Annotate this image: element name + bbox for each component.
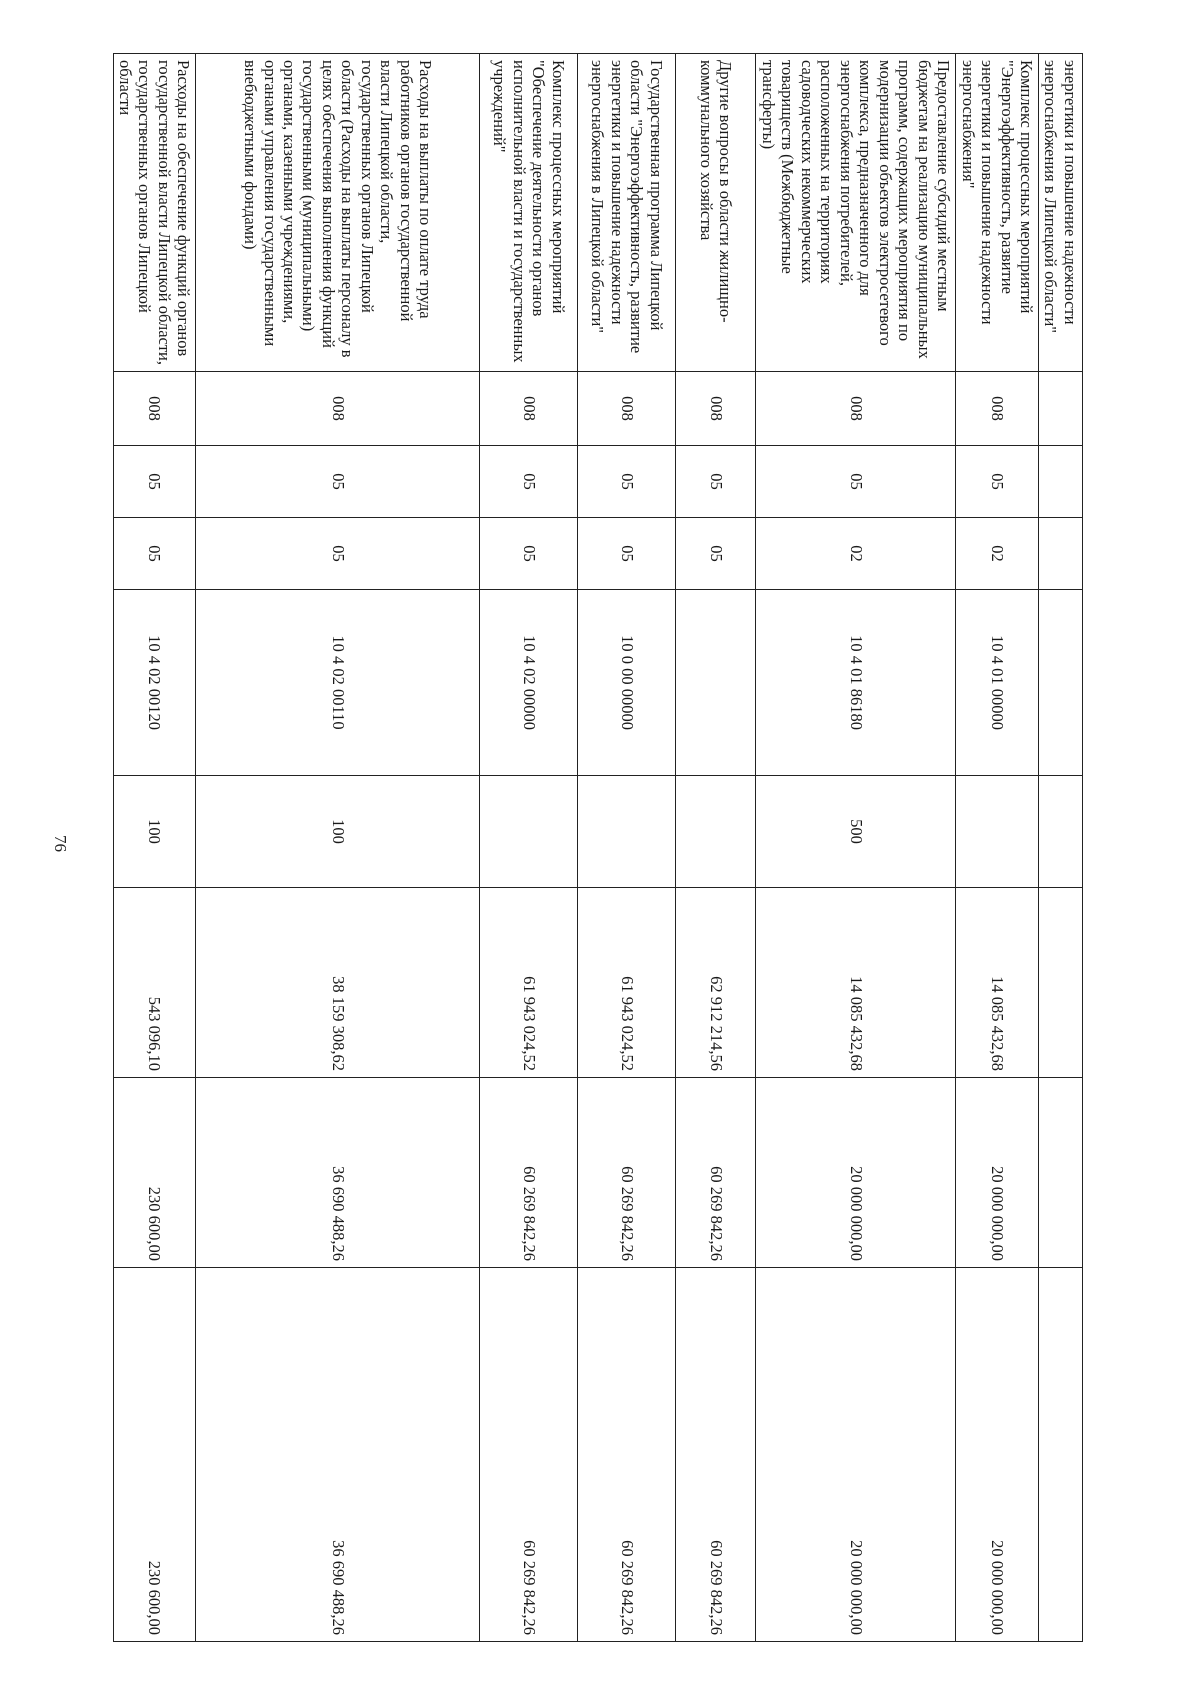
subsection-code: 02	[987, 545, 1007, 562]
admin-code: 008	[987, 396, 1007, 421]
target-code-cell	[113, 590, 196, 776]
amount-year-3: 230 600,00	[145, 1560, 165, 1635]
row-name: Расходы на обеспечение функций органов государственной власти Липецкой области, государственных органов Липецкой области	[116, 60, 194, 366]
table-row	[1039, 54, 1083, 1642]
row-name-cell	[113, 54, 196, 372]
admin-code-cell	[676, 372, 756, 446]
row-name: Расходы на выплаты по оплате труда работников органов государственной власти Липецкой области, государственных органов Липецкой области (Расходы на выплаты персоналу в целях обеспечения выполнения функций государственными (муниципальными) органами, казенными учреждениями, органами управления государственными внебюджетными фондами)	[241, 60, 436, 358]
admin-code-cell	[196, 372, 480, 446]
amount-year-2: 230 600,00	[145, 1186, 165, 1261]
admin-code: 008	[519, 396, 539, 421]
row-name: Комплекс процессных мероприятий "Обеспечение деятельности органов исполнительной власти и государственных учреждений"	[490, 60, 568, 363]
amount-year-3-cell	[196, 1268, 480, 1642]
budget-table-body	[113, 54, 1082, 1642]
subsection-code: 02	[846, 545, 866, 562]
amount-year-2-cell	[1039, 1078, 1083, 1268]
amount-year-3-cell	[578, 1268, 676, 1642]
amount-year-2: 60 269 842,26	[519, 1166, 539, 1261]
amount-year-3-cell	[113, 1268, 196, 1642]
section-code-cell	[113, 446, 196, 518]
row-name: Комплекс процессных мероприятий "Энергоэффективность, развитие энергетики и повышение надежности энергоснабжения"	[958, 60, 1036, 325]
table-row	[956, 54, 1039, 1642]
table-row	[196, 54, 480, 1642]
amount-year-3-cell	[756, 1268, 956, 1642]
row-name-cell	[480, 54, 578, 372]
admin-code-cell	[113, 372, 196, 446]
amount-year-1-cell	[196, 888, 480, 1078]
target-code: 10 4 02 00120	[145, 635, 165, 730]
expense-type-code-cell	[196, 776, 480, 888]
amount-year-2-cell	[578, 1078, 676, 1268]
section-code-cell	[196, 446, 480, 518]
amount-year-3: 20 000 000,00	[846, 1540, 866, 1635]
amount-year-1: 61 943 024,52	[519, 976, 539, 1071]
amount-year-3-cell	[956, 1268, 1039, 1642]
subsection-code: 05	[328, 545, 348, 562]
target-code-cell	[756, 590, 956, 776]
row-name: Другие вопросы в области жилищно-коммунального хозяйства	[696, 60, 736, 323]
table-row	[578, 54, 676, 1642]
admin-code: 008	[846, 396, 866, 421]
section-code-cell	[1039, 446, 1083, 518]
amount-year-3: 60 269 842,26	[617, 1540, 637, 1635]
expense-type-code-cell	[480, 776, 578, 888]
section-code: 05	[617, 473, 637, 490]
target-code-cell	[676, 590, 756, 776]
amount-year-1: 61 943 024,52	[617, 976, 637, 1071]
target-code: 10 4 01 00000	[987, 635, 1007, 730]
table-rotator	[116, 53, 1083, 1641]
section-code-cell	[676, 446, 756, 518]
table-row	[480, 54, 578, 1642]
amount-year-1: 62 912 214,56	[706, 976, 726, 1071]
target-code-cell	[1039, 590, 1083, 776]
subsection-code-cell	[756, 518, 956, 590]
admin-code-cell	[956, 372, 1039, 446]
expense-type-code-cell	[113, 776, 196, 888]
subsection-code-cell	[196, 518, 480, 590]
subsection-code-cell	[480, 518, 578, 590]
amount-year-1: 38 159 308,62	[328, 976, 348, 1071]
amount-year-3-cell	[676, 1268, 756, 1642]
section-code: 05	[145, 473, 165, 490]
amount-year-3: 20 000 000,00	[987, 1540, 1007, 1635]
target-code: 10 4 02 00110	[328, 635, 348, 730]
amount-year-1-cell	[956, 888, 1039, 1078]
section-code: 05	[846, 473, 866, 490]
amount-year-3: 36 690 488,26	[328, 1540, 348, 1635]
admin-code-cell	[1039, 372, 1083, 446]
amount-year-1-cell	[1039, 888, 1083, 1078]
subsection-code-cell	[113, 518, 196, 590]
amount-year-2-cell	[956, 1078, 1039, 1268]
expense-type-code-cell	[756, 776, 956, 888]
section-code-cell	[756, 446, 956, 518]
subsection-code: 05	[145, 545, 165, 562]
expense-type-code: 100	[328, 819, 348, 844]
target-code-cell	[480, 590, 578, 776]
row-name: Государственная программа Липецкой области "Энергоэффективность, развитие энергетики и повышение надежности энергоснабжения в Липецкой области"	[588, 60, 666, 354]
target-code: 10 4 02 00000	[519, 635, 539, 730]
amount-year-1-cell	[113, 888, 196, 1078]
amount-year-2-cell	[756, 1078, 956, 1268]
row-name: энергетики и повышение надежности энергоснабжения в Липецкой области"	[1041, 60, 1080, 334]
amount-year-1-cell	[756, 888, 956, 1078]
expense-type-code-cell	[956, 776, 1039, 888]
amount-year-1: 14 085 432,68	[846, 976, 866, 1071]
amount-year-1-cell	[676, 888, 756, 1078]
row-name-cell	[1039, 54, 1083, 372]
amount-year-3-cell	[1039, 1268, 1083, 1642]
target-code-cell	[578, 590, 676, 776]
admin-code-cell	[578, 372, 676, 446]
row-name-cell	[196, 54, 480, 372]
row-name-cell	[676, 54, 756, 372]
target-code: 10 4 01 86180	[846, 635, 866, 730]
expense-type-code-cell	[676, 776, 756, 888]
table-row	[756, 54, 956, 1642]
amount-year-2-cell	[676, 1078, 756, 1268]
section-code-cell	[578, 446, 676, 518]
amount-year-2: 60 269 842,26	[706, 1166, 726, 1261]
budget-table	[113, 53, 1083, 1642]
row-name: Предоставление субсидий местным бюджетам на реализацию муниципальных программ, содержащих мероприятия по модернизации объектов электросетевого комплекса, предназначенного для энергоснабжения потребителей, расположенных на территориях садоводческих некоммерческих товариществ (Межбюджетные трансферты)	[758, 60, 954, 359]
amount-year-2-cell	[480, 1078, 578, 1268]
amount-year-2-cell	[113, 1078, 196, 1268]
admin-code-cell	[756, 372, 956, 446]
subsection-code-cell	[1039, 518, 1083, 590]
section-code-cell	[956, 446, 1039, 518]
amount-year-3-cell	[480, 1268, 578, 1642]
amount-year-2-cell	[196, 1078, 480, 1268]
subsection-code: 05	[617, 545, 637, 562]
expense-type-code: 100	[145, 819, 165, 844]
target-code-cell	[956, 590, 1039, 776]
amount-year-1: 14 085 432,68	[987, 976, 1007, 1071]
amount-year-2: 20 000 000,00	[987, 1166, 1007, 1261]
section-code: 05	[519, 473, 539, 490]
admin-code-cell	[480, 372, 578, 446]
amount-year-2: 60 269 842,26	[617, 1166, 637, 1261]
admin-code: 008	[617, 396, 637, 421]
admin-code: 008	[328, 396, 348, 421]
amount-year-1: 543 096,10	[145, 996, 165, 1071]
admin-code: 008	[706, 396, 726, 421]
amount-year-2: 20 000 000,00	[846, 1166, 866, 1261]
subsection-code-cell	[676, 518, 756, 590]
amount-year-3: 60 269 842,26	[519, 1540, 539, 1635]
row-name-cell	[578, 54, 676, 372]
section-code: 05	[987, 473, 1007, 490]
amount-year-1-cell	[578, 888, 676, 1078]
row-name-cell	[756, 54, 956, 372]
expense-type-code-cell	[1039, 776, 1083, 888]
subsection-code: 05	[706, 545, 726, 562]
amount-year-1-cell	[480, 888, 578, 1078]
target-code-cell	[196, 590, 480, 776]
table-row	[113, 54, 196, 1642]
admin-code: 008	[145, 396, 165, 421]
subsection-code: 05	[519, 545, 539, 562]
section-code-cell	[480, 446, 578, 518]
subsection-code-cell	[578, 518, 676, 590]
amount-year-3: 60 269 842,26	[706, 1540, 726, 1635]
table-row	[676, 54, 756, 1642]
expense-type-code: 500	[846, 819, 866, 844]
target-code: 10 0 00 00000	[617, 635, 637, 730]
section-code: 05	[706, 473, 726, 490]
amount-year-2: 36 690 488,26	[328, 1166, 348, 1261]
row-name-cell	[956, 54, 1039, 372]
section-code: 05	[328, 473, 348, 490]
page-number: 76	[51, 835, 70, 852]
expense-type-code-cell	[578, 776, 676, 888]
subsection-code-cell	[956, 518, 1039, 590]
